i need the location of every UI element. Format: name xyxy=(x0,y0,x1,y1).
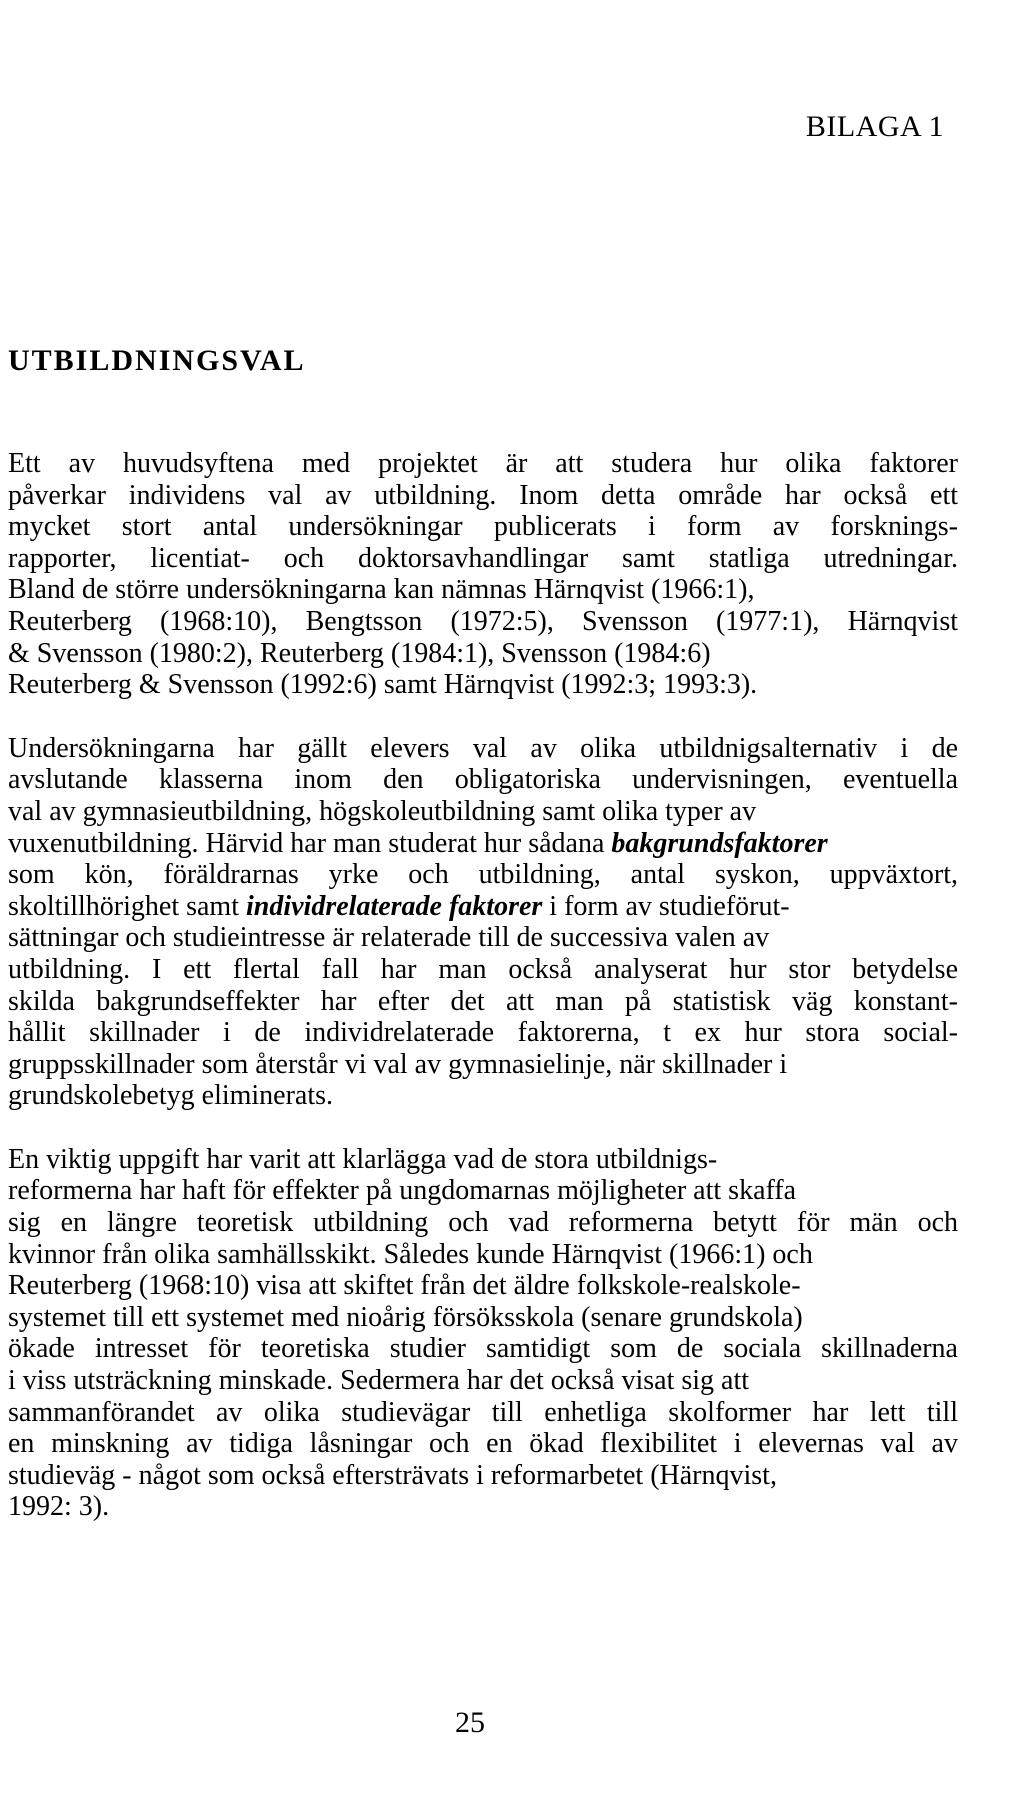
text-line: grundskolebetyg eliminerats. xyxy=(8,1080,334,1112)
appendix-label: BILAGA 1 xyxy=(805,110,944,143)
text-line: sig en längre teoretisk utbildning och vad reformerna betytt för män och xyxy=(8,1207,958,1239)
page-number: 25 xyxy=(455,1706,485,1739)
text-line: Reuterberg (1968:10) visa att skiftet från det äldre folkskole-realskole- xyxy=(8,1270,801,1302)
text-line: & Svensson (1980:2), Reuterberg (1984:1), Svensson (1984:6) xyxy=(8,637,711,669)
text-line: i viss utsträckning minskade. Sedermera har det också visat sig att xyxy=(8,1365,750,1397)
emphasized-term: bakgrundsfaktorer xyxy=(611,827,828,859)
text-line: gruppsskillnader som återstår vi val av gymnasielinje, när skillnader i xyxy=(8,1048,788,1080)
text-line: skilda bakgrundseffekter har efter det att man på statistisk väg konstant- xyxy=(8,985,958,1017)
emphasized-term: individrelaterade faktorer xyxy=(246,890,543,922)
text-line: Reuterberg & Svensson (1992:6) samt Härnqvist (1992:3; 1993:3). xyxy=(8,669,758,701)
text-line: som kön, föräldrarnas yrke och utbildning, antal syskon, uppväxtort, xyxy=(8,859,958,891)
paragraph-1 xyxy=(8,448,958,701)
text-line: Bland de större undersökningarna kan nämnas Härnqvist (1966:1), xyxy=(8,574,755,606)
text-line: sammanförandet av olika studievägar till enhetliga skolformer har lett till xyxy=(8,1396,958,1428)
text-line: reformerna har haft för effekter på ungdomarnas möjligheter att skaffa xyxy=(8,1175,797,1207)
text-line-with-emphasis xyxy=(8,891,958,923)
paragraph-3 xyxy=(8,1144,958,1523)
text-line: En viktig uppgift har varit att klarlägga vad de stora utbildnigs- xyxy=(8,1143,718,1175)
text-line-with-emphasis xyxy=(8,828,958,860)
text-fragment: vuxenutbildning. Härvid har man studerat hur sådana xyxy=(8,827,612,859)
text-line: kvinnor från olika samhällsskikt. Således kunde Härnqvist (1966:1) och xyxy=(8,1238,813,1270)
text-line: systemet till ett systemet med nioårig försöksskola (senare grundskola) xyxy=(8,1301,803,1333)
text-line: rapporter, licentiat- och doktorsavhandlingar samt statliga utredningar. xyxy=(8,542,958,574)
paragraph-2 xyxy=(8,733,958,1112)
text-line: 1992: 3). xyxy=(8,1491,110,1523)
text-line: hållit skillnader i de individrelaterade faktorerna, t ex hur stora social- xyxy=(8,1017,958,1049)
section-heading: UTBILDNINGSVAL xyxy=(8,344,306,377)
text-line: mycket stort antal undersökningar publicerats i form av forsknings- xyxy=(8,511,958,543)
text-line: studieväg - något som också eftersträvats i reformarbetet (Härnqvist, xyxy=(8,1459,777,1491)
text-line: Reuterberg (1968:10), Bengtsson (1972:5), Svensson (1977:1), Härnqvist xyxy=(8,605,958,637)
text-fragment: i form av studieförut- xyxy=(542,890,790,922)
text-line: val av gymnasieutbildning, högskoleutbildning samt olika typer av xyxy=(8,795,757,827)
text-line: sättningar och studieintresse är relaterade till de successiva valen av xyxy=(8,922,770,954)
text-fragment: skoltillhörighet samt xyxy=(8,890,246,922)
body-text xyxy=(8,448,958,1555)
text-line: utbildning. I ett flertal fall har man också analyserat hur stor betydelse xyxy=(8,953,958,985)
text-line: Undersökningarna har gällt elevers val av olika utbildnigsalternativ i de xyxy=(8,732,958,764)
text-line: en minskning av tidiga låsningar och en ökad flexibilitet i elevernas val av xyxy=(8,1428,958,1460)
text-line: avslutande klasserna inom den obligatoriska undervisningen, eventuella xyxy=(8,764,958,796)
text-line: Ett av huvudsyftena med projektet är att studera hur olika faktorer xyxy=(8,448,958,479)
text-line: påverkar individens val av utbildning. Inom detta område har också ett xyxy=(8,479,958,511)
text-line: ökade intresset för teoretiska studier samtidigt som de sociala skillnaderna xyxy=(8,1333,958,1365)
